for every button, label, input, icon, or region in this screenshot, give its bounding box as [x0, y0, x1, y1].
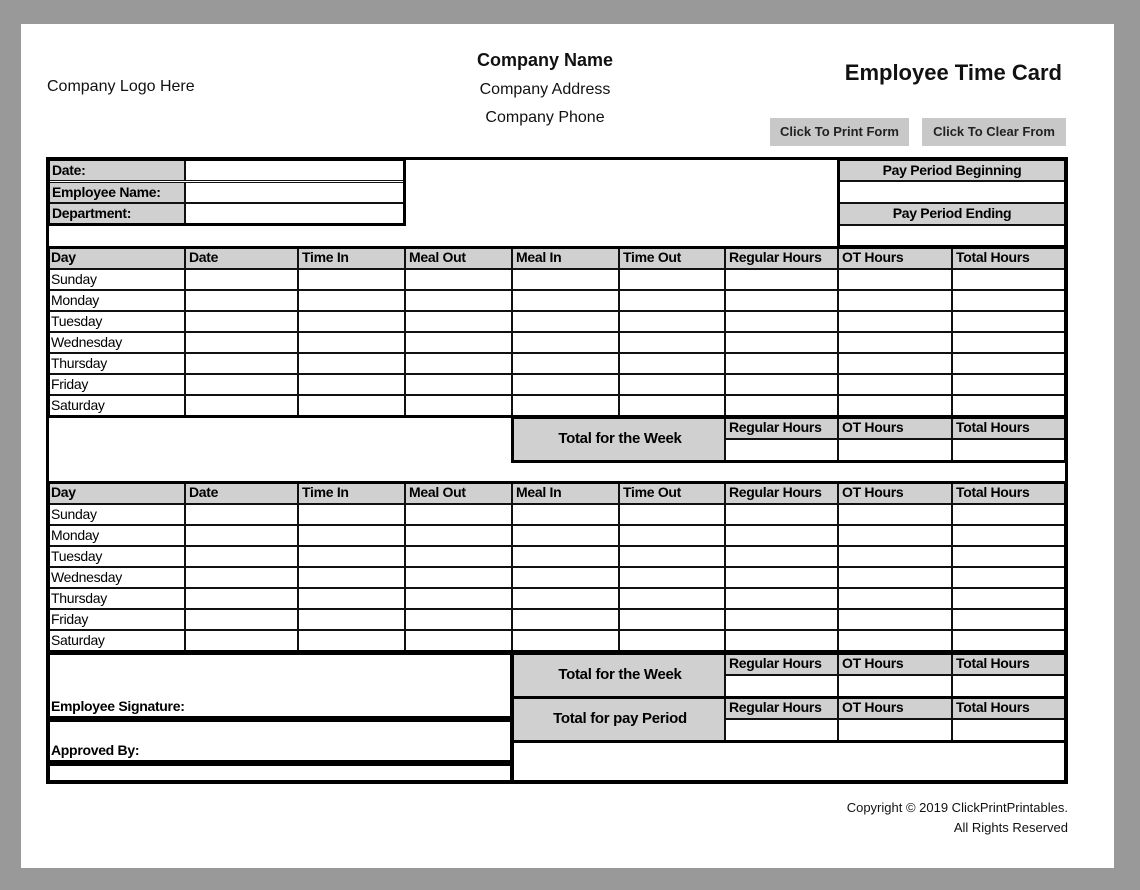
week2-thursday-cell[interactable]: [725, 588, 838, 609]
week2-saturday-cell[interactable]: [952, 630, 1066, 651]
week1-total-column-header: OT Hours: [838, 417, 952, 439]
week2-friday-cell[interactable]: [838, 609, 952, 630]
week1-friday-cell[interactable]: [838, 374, 952, 395]
week2-wednesday-cell[interactable]: [725, 567, 838, 588]
day-label-wednesday: Wednesday: [47, 567, 185, 588]
week2-sunday-cell[interactable]: [838, 504, 952, 525]
employee-name-label: Employee Name:: [48, 182, 185, 203]
employee-name-input[interactable]: [185, 182, 405, 203]
day-label-friday: Friday: [47, 374, 185, 395]
week1-saturday-cell[interactable]: [185, 395, 298, 416]
column-header-day: Day: [47, 482, 185, 504]
week2-thursday-cell[interactable]: [405, 588, 512, 609]
week1-thursday-cell[interactable]: [838, 353, 952, 374]
week2-saturday-cell[interactable]: [405, 630, 512, 651]
week2-friday-cell[interactable]: [952, 609, 1066, 630]
clear-form-button[interactable]: Click To Clear From: [922, 118, 1066, 146]
week2-monday-cell[interactable]: [838, 525, 952, 546]
day-label-saturday: Saturday: [47, 395, 185, 416]
week1-sunday-cell[interactable]: [185, 269, 298, 290]
week2-total-ot-input[interactable]: [838, 675, 952, 697]
day-label-tuesday: Tuesday: [47, 311, 185, 332]
pay-period-beginning-input[interactable]: [838, 181, 1066, 203]
column-header-time-in: Time In: [298, 247, 405, 269]
week2-wednesday-cell[interactable]: [952, 567, 1066, 588]
pay-period-total-ot-input[interactable]: [838, 719, 952, 741]
week2-sunday-cell[interactable]: [185, 504, 298, 525]
pay-period-beginning-label: Pay Period Beginning: [838, 160, 1066, 181]
column-header-date: Date: [185, 247, 298, 269]
week1-friday-cell[interactable]: [298, 374, 405, 395]
week1-sunday-cell[interactable]: [405, 269, 512, 290]
pay-period-total-label: Total for pay Period: [512, 697, 725, 741]
day-label-sunday: Sunday: [47, 504, 185, 525]
week1-monday-cell[interactable]: [952, 290, 1066, 311]
week1-monday-cell[interactable]: [619, 290, 725, 311]
pay-period-total-column-header: OT Hours: [838, 697, 952, 719]
week1-monday-cell[interactable]: [512, 290, 619, 311]
week1-thursday-cell[interactable]: [405, 353, 512, 374]
week1-thursday-cell[interactable]: [725, 353, 838, 374]
week1-total-column-header: Regular Hours: [725, 417, 838, 439]
week1-saturday-cell[interactable]: [838, 395, 952, 416]
column-header-total-hours: Total Hours: [952, 247, 1066, 269]
week1-wednesday-cell[interactable]: [619, 332, 725, 353]
week1-saturday-cell[interactable]: [298, 395, 405, 416]
week2-wednesday-cell[interactable]: [298, 567, 405, 588]
week1-saturday-cell[interactable]: [512, 395, 619, 416]
week2-saturday-cell[interactable]: [185, 630, 298, 651]
week2-wednesday-cell[interactable]: [185, 567, 298, 588]
week1-thursday-cell[interactable]: [952, 353, 1066, 374]
week2-tuesday-cell[interactable]: [298, 546, 405, 567]
week2-tuesday-cell[interactable]: [405, 546, 512, 567]
column-header-regular-hours: Regular Hours: [725, 247, 838, 269]
week2-tuesday-cell[interactable]: [185, 546, 298, 567]
column-header-date: Date: [185, 482, 298, 504]
week2-monday-cell[interactable]: [619, 525, 725, 546]
column-header-regular-hours: Regular Hours: [725, 482, 838, 504]
week2-sunday-cell[interactable]: [405, 504, 512, 525]
week2-monday-cell[interactable]: [512, 525, 619, 546]
company-name: Company Name: [476, 50, 614, 70]
date-input[interactable]: [185, 160, 405, 181]
week2-tuesday-cell[interactable]: [838, 546, 952, 567]
week2-thursday-cell[interactable]: [952, 588, 1066, 609]
copyright-text: Copyright © 2019 ClickPrintPrintables.: [846, 800, 1068, 815]
day-label-sunday: Sunday: [47, 269, 185, 290]
week2-monday-cell[interactable]: [725, 525, 838, 546]
week2-friday-cell[interactable]: [619, 609, 725, 630]
day-label-wednesday: Wednesday: [47, 332, 185, 353]
week2-wednesday-cell[interactable]: [512, 567, 619, 588]
column-header-meal-in: Meal In: [512, 482, 619, 504]
pay-period-total-regular-input[interactable]: [725, 719, 838, 741]
week2-saturday-cell[interactable]: [838, 630, 952, 651]
week1-friday-cell[interactable]: [512, 374, 619, 395]
week1-thursday-cell[interactable]: [619, 353, 725, 374]
week2-wednesday-cell[interactable]: [838, 567, 952, 588]
week2-thursday-cell[interactable]: [512, 588, 619, 609]
week1-wednesday-cell[interactable]: [952, 332, 1066, 353]
pay-period-total-column-header: Total Hours: [952, 697, 1066, 719]
week2-wednesday-cell[interactable]: [619, 567, 725, 588]
day-label-saturday: Saturday: [47, 630, 185, 651]
week2-sunday-cell[interactable]: [725, 504, 838, 525]
week1-tuesday-cell[interactable]: [952, 311, 1066, 332]
week1-monday-cell[interactable]: [298, 290, 405, 311]
week2-total-column-header: OT Hours: [838, 653, 952, 675]
pay-period-ending-input[interactable]: [838, 225, 1066, 246]
employee-signature-input[interactable]: [48, 718, 512, 742]
approved-by-label: Approved By:: [48, 741, 512, 761]
week2-sunday-cell[interactable]: [619, 504, 725, 525]
week1-wednesday-cell[interactable]: [298, 332, 405, 353]
week1-monday-cell[interactable]: [838, 290, 952, 311]
week1-monday-cell[interactable]: [725, 290, 838, 311]
column-header-time-out: Time Out: [619, 482, 725, 504]
column-header-meal-out: Meal Out: [405, 482, 512, 504]
week1-tuesday-cell[interactable]: [298, 311, 405, 332]
week2-total-column-header: Regular Hours: [725, 653, 838, 675]
week2-thursday-cell[interactable]: [298, 588, 405, 609]
week2-thursday-cell[interactable]: [619, 588, 725, 609]
date-label: Date:: [48, 160, 185, 181]
rights-text: All Rights Reserved: [953, 820, 1068, 835]
pay-period-total-total-input[interactable]: [952, 719, 1066, 741]
print-form-button[interactable]: Click To Print Form: [770, 118, 909, 146]
week1-tuesday-cell[interactable]: [838, 311, 952, 332]
week1-wednesday-cell[interactable]: [185, 332, 298, 353]
week2-tuesday-cell[interactable]: [952, 546, 1066, 567]
week1-tuesday-cell[interactable]: [725, 311, 838, 332]
week2-sunday-cell[interactable]: [298, 504, 405, 525]
pay-period-total-column-header: Regular Hours: [725, 697, 838, 719]
column-header-time-in: Time In: [298, 482, 405, 504]
week1-saturday-cell[interactable]: [725, 395, 838, 416]
week1-friday-cell[interactable]: [405, 374, 512, 395]
column-header-total-hours: Total Hours: [952, 482, 1066, 504]
week2-monday-cell[interactable]: [298, 525, 405, 546]
week1-total-total-input[interactable]: [952, 439, 1066, 461]
week1-total-regular-input[interactable]: [725, 439, 838, 461]
company-phone: Company Phone: [485, 109, 605, 126]
week2-monday-cell[interactable]: [952, 525, 1066, 546]
week2-friday-cell[interactable]: [512, 609, 619, 630]
week1-total-label: Total for the Week: [512, 417, 725, 461]
employee-signature-label: Employee Signature:: [48, 697, 512, 717]
week2-sunday-cell[interactable]: [952, 504, 1066, 525]
week2-total-column-header: Total Hours: [952, 653, 1066, 675]
week1-monday-cell[interactable]: [185, 290, 298, 311]
column-header-day: Day: [47, 247, 185, 269]
week1-sunday-cell[interactable]: [952, 269, 1066, 290]
day-label-thursday: Thursday: [47, 353, 185, 374]
pay-period-ending-label: Pay Period Ending: [838, 203, 1066, 225]
week1-thursday-cell[interactable]: [298, 353, 405, 374]
week1-tuesday-cell[interactable]: [405, 311, 512, 332]
week2-thursday-cell[interactable]: [185, 588, 298, 609]
week1-tuesday-cell[interactable]: [512, 311, 619, 332]
day-label-monday: Monday: [47, 525, 185, 546]
week2-total-label: Total for the Week: [512, 653, 725, 697]
week2-total-regular-input[interactable]: [725, 675, 838, 697]
week2-monday-cell[interactable]: [405, 525, 512, 546]
column-header-ot-hours: OT Hours: [838, 247, 952, 269]
week1-sunday-cell[interactable]: [838, 269, 952, 290]
week1-sunday-cell[interactable]: [725, 269, 838, 290]
day-label-thursday: Thursday: [47, 588, 185, 609]
week1-wednesday-cell[interactable]: [512, 332, 619, 353]
column-header-meal-out: Meal Out: [405, 247, 512, 269]
approved-by-input[interactable]: [48, 762, 512, 782]
column-header-ot-hours: OT Hours: [838, 482, 952, 504]
week1-sunday-cell[interactable]: [512, 269, 619, 290]
week2-total-total-input[interactable]: [952, 675, 1066, 697]
week2-friday-cell[interactable]: [298, 609, 405, 630]
week1-wednesday-cell[interactable]: [405, 332, 512, 353]
week1-thursday-cell[interactable]: [185, 353, 298, 374]
column-header-time-out: Time Out: [619, 247, 725, 269]
week1-friday-cell[interactable]: [185, 374, 298, 395]
week1-saturday-cell[interactable]: [619, 395, 725, 416]
week1-sunday-cell[interactable]: [619, 269, 725, 290]
week2-saturday-cell[interactable]: [619, 630, 725, 651]
week1-total-ot-input[interactable]: [838, 439, 952, 461]
week2-thursday-cell[interactable]: [838, 588, 952, 609]
week2-monday-cell[interactable]: [185, 525, 298, 546]
week2-saturday-cell[interactable]: [725, 630, 838, 651]
week2-tuesday-cell[interactable]: [725, 546, 838, 567]
page-title: Employee Time Card: [844, 60, 1062, 85]
day-label-friday: Friday: [47, 609, 185, 630]
day-label-monday: Monday: [47, 290, 185, 311]
column-header-meal-in: Meal In: [512, 247, 619, 269]
week2-friday-cell[interactable]: [405, 609, 512, 630]
week1-tuesday-cell[interactable]: [619, 311, 725, 332]
week1-sunday-cell[interactable]: [298, 269, 405, 290]
week1-saturday-cell[interactable]: [952, 395, 1066, 416]
week2-saturday-cell[interactable]: [512, 630, 619, 651]
department-label: Department:: [48, 203, 185, 224]
week1-saturday-cell[interactable]: [405, 395, 512, 416]
week1-total-column-header: Total Hours: [952, 417, 1066, 439]
week2-wednesday-cell[interactable]: [405, 567, 512, 588]
week1-wednesday-cell[interactable]: [838, 332, 952, 353]
week1-tuesday-cell[interactable]: [185, 311, 298, 332]
week1-thursday-cell[interactable]: [512, 353, 619, 374]
week2-friday-cell[interactable]: [725, 609, 838, 630]
day-label-tuesday: Tuesday: [47, 546, 185, 567]
week1-friday-cell[interactable]: [952, 374, 1066, 395]
week1-monday-cell[interactable]: [405, 290, 512, 311]
company-address: Company Address: [479, 81, 611, 98]
week1-friday-cell[interactable]: [619, 374, 725, 395]
company-logo-placeholder: Company Logo Here: [47, 78, 195, 95]
week2-sunday-cell[interactable]: [512, 504, 619, 525]
week2-friday-cell[interactable]: [185, 609, 298, 630]
week2-tuesday-cell[interactable]: [512, 546, 619, 567]
department-input[interactable]: [185, 203, 405, 224]
week1-friday-cell[interactable]: [725, 374, 838, 395]
week2-saturday-cell[interactable]: [298, 630, 405, 651]
week2-tuesday-cell[interactable]: [619, 546, 725, 567]
week1-wednesday-cell[interactable]: [725, 332, 838, 353]
